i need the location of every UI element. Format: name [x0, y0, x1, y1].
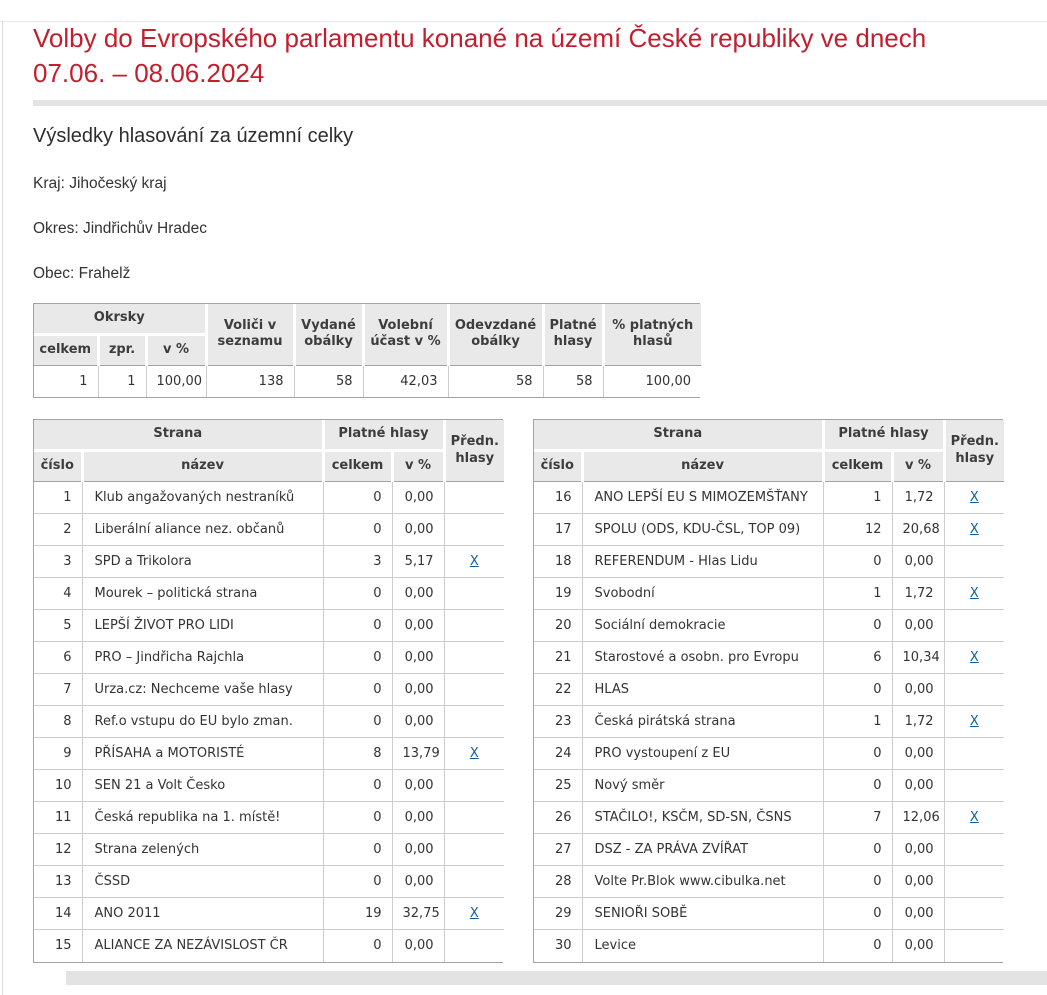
pref-votes-cell [944, 482, 1004, 514]
pref-votes-link[interactable]: X [969, 810, 979, 826]
table-row [34, 706, 504, 738]
party-name: Strana zelených [82, 834, 323, 866]
party-name: Svobodní [582, 578, 823, 610]
summary-row [34, 365, 701, 397]
party-votes-total: 0 [323, 482, 392, 514]
party-number: 13 [34, 866, 82, 898]
party-votes-pct: 0,00 [392, 802, 444, 834]
party-votes-pct: 5,17 [392, 546, 444, 578]
party-votes-total: 1 [823, 578, 892, 610]
table-row [534, 706, 1004, 738]
pref-votes-cell [944, 514, 1004, 546]
pref-votes-cell [944, 738, 1004, 770]
page-title: Volby do Evropského parlamentu konané na území České republiky ve dnech 07.06. – 08.06.2024 [33, 23, 927, 88]
party-number: 2 [34, 514, 82, 546]
party-votes-total: 0 [823, 546, 892, 578]
pref-votes-cell [944, 546, 1004, 578]
table-row [534, 514, 1004, 546]
party-votes-total: 0 [323, 930, 392, 962]
pref-votes-cell [444, 930, 504, 962]
table-row [534, 738, 1004, 770]
col-header-celkem: celkem [34, 334, 98, 365]
region-line-kraj [33, 174, 1047, 193]
party-name: Starostové a osobn. pro Evropu [582, 642, 823, 674]
party-number: 11 [34, 802, 82, 834]
party-name: SPD a Trikolora [82, 546, 323, 578]
party-number: 3 [34, 546, 82, 578]
region-value: Frahelž [78, 265, 131, 282]
col-header-predn-hlasy: Předn. hlasy [444, 420, 504, 481]
party-votes-pct: 13,79 [392, 738, 444, 770]
party-votes-pct: 0,00 [392, 578, 444, 610]
okrsky-celkem: 1 [34, 365, 98, 397]
col-header-volici-v-seznamu: Voliči v seznamu [206, 304, 294, 365]
party-name: Nový směr [582, 770, 823, 802]
pref-votes-cell [944, 642, 1004, 674]
party-name: Ref.o vstupu do EU bylo zman. [82, 706, 323, 738]
party-name: REFERENDUM - Hlas Lidu [582, 546, 823, 578]
party-name: Liberální aliance nez. občanů [82, 514, 323, 546]
pref-votes-cell [444, 706, 504, 738]
pref-votes-link[interactable]: X [969, 586, 979, 602]
party-number: 7 [34, 674, 82, 706]
pref-votes-cell [944, 578, 1004, 610]
party-votes-pct: 20,68 [892, 514, 944, 546]
party-number: 12 [34, 834, 82, 866]
table-row [534, 482, 1004, 514]
pref-votes-link[interactable]: X [469, 906, 479, 922]
okrsky-zpr: 1 [98, 365, 146, 397]
party-votes-pct: 0,00 [892, 738, 944, 770]
party-votes-pct: 0,00 [392, 642, 444, 674]
party-votes-total: 8 [323, 738, 392, 770]
party-votes-pct: 32,75 [392, 898, 444, 930]
party-name: SPOLU (ODS, KDU-ČSL, TOP 09) [582, 514, 823, 546]
party-votes-pct: 0,00 [392, 706, 444, 738]
table-row [34, 578, 504, 610]
party-number: 22 [534, 674, 582, 706]
table-row [34, 642, 504, 674]
party-number: 21 [534, 642, 582, 674]
footer-divider [66, 971, 1047, 985]
pref-votes-cell [444, 802, 504, 834]
col-header-strana: Strana [34, 420, 323, 450]
party-number: 28 [534, 866, 582, 898]
pref-votes-cell [444, 770, 504, 802]
table-row [34, 546, 504, 578]
pref-votes-cell [444, 610, 504, 642]
party-name: PŘÍSAHA a MOTORISTÉ [82, 738, 323, 770]
pref-votes-cell [944, 706, 1004, 738]
pref-votes-link[interactable]: X [969, 522, 979, 538]
section-title: Výsledky hlasování za územní celky [33, 125, 354, 147]
table-row [534, 546, 1004, 578]
col-header-platne-hlasy: Platné hlasy [323, 420, 444, 450]
party-name: SEN 21 a Volt Česko [82, 770, 323, 802]
volici-v-seznamu: 138 [206, 365, 294, 397]
party-name: Urza.cz: Nechceme vaše hlasy [82, 674, 323, 706]
region-line-okres [33, 219, 1047, 238]
party-number: 5 [34, 610, 82, 642]
party-number: 24 [534, 738, 582, 770]
party-name: ANO LEPŠÍ EU S MIMOZEMŠŤANY [582, 482, 823, 514]
volebni-ucast: 42,03 [363, 365, 448, 397]
party-votes-total: 3 [323, 546, 392, 578]
party-name: PRO – Jindřicha Rajchla [82, 642, 323, 674]
party-votes-total: 0 [823, 898, 892, 930]
party-number: 17 [534, 514, 582, 546]
pref-votes-link[interactable]: X [969, 650, 979, 666]
col-header-okrsky: Okrsky [34, 304, 206, 334]
table-row [534, 770, 1004, 802]
col-header-vydane-obalky: Vydané obálky [294, 304, 363, 365]
party-votes-total: 0 [823, 770, 892, 802]
party-name: Česká pirátská strana [582, 706, 823, 738]
party-number: 30 [534, 930, 582, 962]
party-votes-pct: 0,00 [892, 866, 944, 898]
party-votes-total: 6 [823, 642, 892, 674]
col-header-platne-hlasy: Platné hlasy [543, 304, 603, 365]
party-name: Mourek – politická strana [82, 578, 323, 610]
party-votes-total: 1 [823, 482, 892, 514]
header-divider [33, 100, 1047, 106]
party-name: DSZ - ZA PRÁVA ZVÍŘAT [582, 834, 823, 866]
party-number: 27 [534, 834, 582, 866]
col-header-volebni-ucast: Volební účast v % [363, 304, 448, 365]
party-table-left [33, 419, 503, 962]
pref-votes-cell [444, 514, 504, 546]
pref-votes-cell [944, 866, 1004, 898]
party-votes-total: 0 [823, 674, 892, 706]
table-row [534, 930, 1004, 962]
col-header-celkem: celkem [323, 451, 392, 482]
party-votes-pct: 1,72 [892, 706, 944, 738]
party-number: 6 [34, 642, 82, 674]
party-name: HLAS [582, 674, 823, 706]
table-row [34, 930, 504, 962]
pct-platnych-hlasu: 100,00 [603, 365, 701, 397]
party-number: 20 [534, 610, 582, 642]
party-votes-total: 0 [323, 514, 392, 546]
party-number: 23 [534, 706, 582, 738]
party-name: SENIOŘI SOBĚ [582, 898, 823, 930]
party-name: Levice [582, 930, 823, 962]
party-votes-pct: 10,34 [892, 642, 944, 674]
party-votes-pct: 0,00 [392, 610, 444, 642]
summary-table [33, 303, 700, 398]
table-row [534, 578, 1004, 610]
pref-votes-cell [444, 898, 504, 930]
party-votes-pct: 0,00 [892, 610, 944, 642]
party-name: STAČILO!, KSČM, SD-SN, ČSNS [582, 802, 823, 834]
vydane-obalky: 58 [294, 365, 363, 397]
party-votes-total: 0 [323, 642, 392, 674]
party-votes-total: 0 [323, 802, 392, 834]
pref-votes-cell [444, 866, 504, 898]
party-votes-pct: 0,00 [892, 930, 944, 962]
party-name: LEPŠÍ ŽIVOT PRO LIDI [82, 610, 323, 642]
region-label: Okres: [33, 220, 79, 237]
party-votes-pct: 1,72 [892, 578, 944, 610]
party-name: ALIANCE ZA NEZÁVISLOST ČR [82, 930, 323, 962]
party-number: 18 [534, 546, 582, 578]
col-header-strana: Strana [534, 420, 823, 450]
party-number: 16 [534, 482, 582, 514]
party-number: 29 [534, 898, 582, 930]
party-tables [33, 419, 1047, 962]
col-header-v-pct: v % [892, 451, 944, 482]
col-header-v-pct: v % [146, 334, 206, 365]
party-votes-total: 0 [323, 610, 392, 642]
party-votes-pct: 0,00 [392, 930, 444, 962]
party-votes-total: 0 [323, 770, 392, 802]
party-number: 4 [34, 578, 82, 610]
pref-votes-cell [944, 802, 1004, 834]
pref-votes-cell [944, 930, 1004, 962]
table-row [534, 802, 1004, 834]
party-votes-total: 0 [823, 866, 892, 898]
pref-votes-cell [944, 898, 1004, 930]
page-left-edge [2, 21, 3, 995]
pref-votes-cell [444, 546, 504, 578]
party-votes-total: 12 [823, 514, 892, 546]
party-name: PRO vystoupení z EU [582, 738, 823, 770]
table-row [534, 674, 1004, 706]
table-row [34, 834, 504, 866]
table-row [34, 514, 504, 546]
party-votes-pct: 1,72 [892, 482, 944, 514]
col-header-zpr: zpr. [98, 334, 146, 365]
pref-votes-cell [444, 482, 504, 514]
region-label: Obec: [33, 265, 75, 282]
party-votes-total: 1 [823, 706, 892, 738]
party-name: Sociální demokracie [582, 610, 823, 642]
pref-votes-link[interactable]: X [969, 714, 979, 730]
party-votes-total: 0 [323, 578, 392, 610]
party-name: ČSSD [82, 866, 323, 898]
party-votes-pct: 0,00 [392, 770, 444, 802]
col-header-v-pct: v % [392, 451, 444, 482]
main-content [0, 125, 1047, 985]
party-number: 14 [34, 898, 82, 930]
party-votes-pct: 0,00 [392, 514, 444, 546]
col-header-nazev: název [82, 451, 323, 482]
col-header-platne-hlasy: Platné hlasy [823, 420, 944, 450]
party-number: 1 [34, 482, 82, 514]
table-row [34, 802, 504, 834]
party-votes-pct: 0,00 [892, 898, 944, 930]
party-votes-pct: 0,00 [392, 866, 444, 898]
region-value: Jihočeský kraj [69, 175, 167, 192]
pref-votes-cell [944, 674, 1004, 706]
party-name: Klub angažovaných nestraníků [82, 482, 323, 514]
party-votes-total: 0 [823, 610, 892, 642]
pref-votes-cell [444, 674, 504, 706]
party-votes-pct: 0,00 [892, 674, 944, 706]
region-line-obec [33, 264, 1047, 283]
party-votes-pct: 0,00 [392, 834, 444, 866]
table-row [534, 898, 1004, 930]
party-votes-total: 0 [323, 834, 392, 866]
col-header-cislo: číslo [534, 451, 582, 482]
region-value: Jindřichův Hradec [82, 220, 208, 237]
party-votes-pct: 12,06 [892, 802, 944, 834]
party-votes-total: 0 [323, 866, 392, 898]
party-votes-total: 7 [823, 802, 892, 834]
pref-votes-link[interactable]: X [969, 490, 979, 506]
col-header-nazev: název [582, 451, 823, 482]
col-header-odevzdane-obalky: Odevzdané obálky [448, 304, 543, 365]
party-number: 26 [534, 802, 582, 834]
table-row [34, 610, 504, 642]
pref-votes-link[interactable]: X [469, 554, 479, 570]
table-row [34, 482, 504, 514]
pref-votes-cell [444, 738, 504, 770]
table-row [34, 770, 504, 802]
party-votes-pct: 0,00 [392, 482, 444, 514]
col-header-cislo: číslo [34, 451, 82, 482]
table-row [34, 898, 504, 930]
party-votes-total: 0 [323, 706, 392, 738]
region-label: Kraj: [33, 175, 65, 192]
party-votes-pct: 0,00 [892, 546, 944, 578]
table-row [534, 642, 1004, 674]
pref-votes-cell [444, 578, 504, 610]
pref-votes-cell [944, 770, 1004, 802]
party-number: 19 [534, 578, 582, 610]
party-votes-total: 0 [823, 834, 892, 866]
party-name: Česká republika na 1. místě! [82, 802, 323, 834]
party-name: ANO 2011 [82, 898, 323, 930]
party-table-right [533, 419, 1003, 962]
party-votes-total: 0 [323, 674, 392, 706]
pref-votes-cell [944, 834, 1004, 866]
pref-votes-cell [444, 834, 504, 866]
table-row [34, 674, 504, 706]
table-row [534, 834, 1004, 866]
odevzdane-obalky: 58 [448, 365, 543, 397]
pref-votes-cell [944, 610, 1004, 642]
col-header-celkem: celkem [823, 451, 892, 482]
party-number: 25 [534, 770, 582, 802]
col-header-predn-hlasy: Předn. hlasy [944, 420, 1004, 481]
pref-votes-cell [444, 642, 504, 674]
party-number: 9 [34, 738, 82, 770]
party-number: 15 [34, 930, 82, 962]
party-name: Volte Pr.Blok www.cibulka.net [582, 866, 823, 898]
party-votes-total: 19 [323, 898, 392, 930]
table-row [534, 866, 1004, 898]
party-number: 8 [34, 706, 82, 738]
pref-votes-link[interactable]: X [469, 746, 479, 762]
party-votes-pct: 0,00 [892, 770, 944, 802]
table-row [534, 610, 1004, 642]
party-votes-total: 0 [823, 738, 892, 770]
table-row [34, 866, 504, 898]
platne-hlasy: 58 [543, 365, 603, 397]
page-top-edge [0, 21, 1047, 22]
okrsky-v-pct: 100,00 [146, 365, 206, 397]
party-votes-pct: 0,00 [892, 834, 944, 866]
col-header-pct-platnych-hlasu: % platných hlasů [603, 304, 701, 365]
party-votes-total: 0 [823, 930, 892, 962]
party-number: 10 [34, 770, 82, 802]
table-row [34, 738, 504, 770]
party-votes-pct: 0,00 [392, 674, 444, 706]
